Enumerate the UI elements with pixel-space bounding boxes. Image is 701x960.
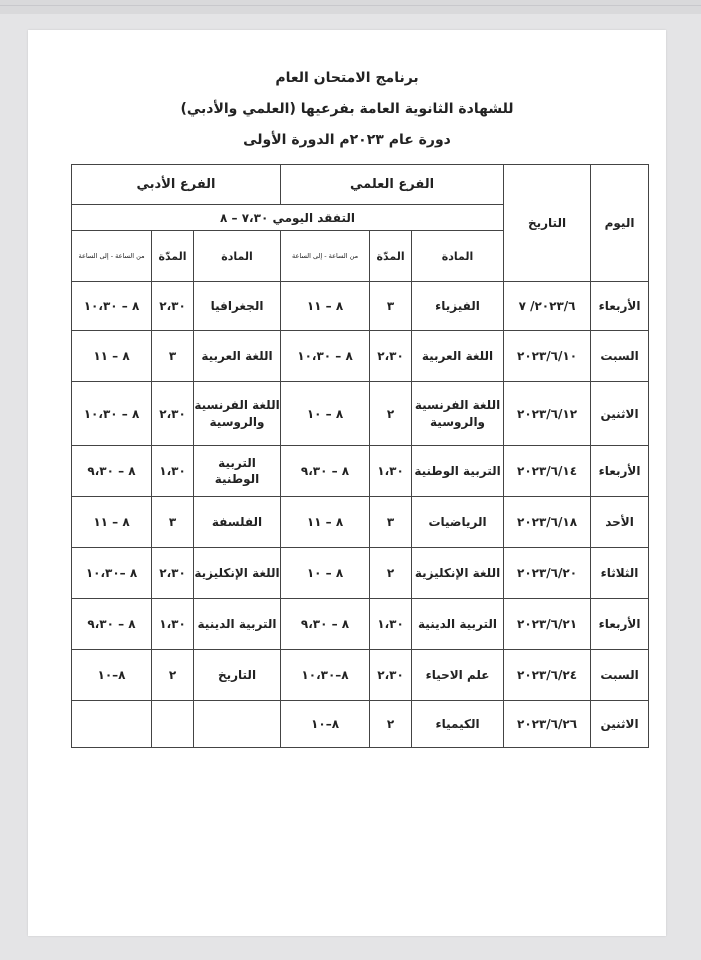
day-cell: الأحد xyxy=(591,497,649,548)
sci-subject-cell: الرياضيات xyxy=(412,497,504,548)
lit-duration-cell: ٢،٣٠ xyxy=(152,382,194,446)
table-row xyxy=(72,548,649,599)
sci-subject-cell: اللغة العربية xyxy=(412,331,504,382)
sci-duration-cell: ١،٣٠ xyxy=(370,599,412,650)
sci-time-cell: ٨–١٠،٣٠ xyxy=(281,650,370,701)
header-sci-duration: المدّة xyxy=(370,231,412,282)
sci-subject-cell: الكيمياء xyxy=(412,701,504,748)
lit-duration-cell xyxy=(152,701,194,748)
title-line-2: للشهادة الثانوية العامة بفرعيها (العلمي والأدبي) xyxy=(180,101,514,117)
lit-time-cell: ٨ –١٠،٣٠ xyxy=(72,548,152,599)
sci-duration-cell: ٢،٣٠ xyxy=(370,650,412,701)
lit-duration-cell: ١،٣٠ xyxy=(152,599,194,650)
table-row xyxy=(72,331,649,382)
lit-time-cell: ٨ – ١٠،٣٠ xyxy=(72,382,152,446)
lit-duration-cell: ٢،٣٠ xyxy=(152,282,194,331)
lit-time-cell: ٨ – ٩،٣٠ xyxy=(72,446,152,497)
lit-subject-cell: الجغرافيا xyxy=(194,282,281,331)
date-cell: ٢٠٢٣/٦/٢٦ xyxy=(504,701,591,748)
sci-subject-cell: علم الاحياء xyxy=(412,650,504,701)
lit-subject-cell: التربية الوطنية xyxy=(194,446,281,497)
sci-subject-cell: اللغة الفرنسية والروسية xyxy=(412,382,504,446)
sci-subject-cell: الفيزياء xyxy=(412,282,504,331)
title-line-3: دورة عام ٢٠٢٣م الدورة الأولى xyxy=(243,132,451,148)
table-row xyxy=(72,599,649,650)
lit-duration-cell: ٢،٣٠ xyxy=(152,548,194,599)
sci-duration-cell: ٣ xyxy=(370,497,412,548)
lit-duration-cell: ١،٣٠ xyxy=(152,446,194,497)
header-sci-time: من الساعة - إلى الساعة xyxy=(281,231,370,282)
sci-time-cell: ٨ – ٩،٣٠ xyxy=(281,599,370,650)
day-cell: السبت xyxy=(591,331,649,382)
table-row xyxy=(72,382,649,446)
sci-duration-cell: ١،٣٠ xyxy=(370,446,412,497)
sci-time-cell: ٨ – ١٠ xyxy=(281,382,370,446)
sci-duration-cell: ٢ xyxy=(370,701,412,748)
date-cell: ٢٠٢٣/٦/٢٠ xyxy=(504,548,591,599)
date-cell: ٢٠٢٣/٦/٢١ xyxy=(504,599,591,650)
date-cell: ٢٠٢٣/٦/١٨ xyxy=(504,497,591,548)
day-cell: الاثنين xyxy=(591,701,649,748)
lit-subject-cell: التربية الدينية xyxy=(194,599,281,650)
date-cell: ٢٠٢٣/٦/١٠ xyxy=(504,331,591,382)
header-date: التاريخ xyxy=(504,165,591,282)
document-page xyxy=(28,30,666,936)
sci-time-cell: ٨ – ٩،٣٠ xyxy=(281,446,370,497)
top-strip xyxy=(0,0,701,14)
header-daily-check: التفقد اليومي ٧،٣٠ – ٨ xyxy=(72,205,504,231)
table-body xyxy=(72,282,649,748)
sci-time-cell: ٨ – ١٠،٣٠ xyxy=(281,331,370,382)
day-cell: الثلاثاء xyxy=(591,548,649,599)
day-cell: الأربعاء xyxy=(591,282,649,331)
header-sci-subject: المادة xyxy=(412,231,504,282)
lit-time-cell: ٨ – ١١ xyxy=(72,497,152,548)
lit-subject-cell xyxy=(194,701,281,748)
table-row xyxy=(72,282,649,331)
sci-duration-cell: ٢ xyxy=(370,382,412,446)
lit-time-cell: ٨ – ١١ xyxy=(72,331,152,382)
lit-duration-cell: ٢ xyxy=(152,650,194,701)
date-cell: ٢٠٢٣/٦/ ٧ xyxy=(504,282,591,331)
title-line-1: برنامج الامتحان العام xyxy=(275,70,419,86)
sci-time-cell: ٨ – ١١ xyxy=(281,282,370,331)
header-lit-time: من الساعة - إلى الساعة xyxy=(72,231,152,282)
lit-duration-cell: ٣ xyxy=(152,497,194,548)
sci-duration-cell: ٢ xyxy=(370,548,412,599)
day-cell: الأربعاء xyxy=(591,446,649,497)
date-cell: ٢٠٢٣/٦/٢٤ xyxy=(504,650,591,701)
sci-subject-cell: اللغة الإنكليزية xyxy=(412,548,504,599)
sci-duration-cell: ٣ xyxy=(370,282,412,331)
sci-time-cell: ٨ – ١٠ xyxy=(281,548,370,599)
table-row xyxy=(72,650,649,701)
lit-time-cell: ٨ – ٩،٣٠ xyxy=(72,599,152,650)
lit-subject-cell: اللغة الفرنسية والروسية xyxy=(194,382,281,446)
table-row xyxy=(72,701,649,748)
table-row xyxy=(72,446,649,497)
lit-time-cell: ٨ – ١٠،٣٠ xyxy=(72,282,152,331)
header-lit-subject: المادة xyxy=(194,231,281,282)
lit-duration-cell: ٣ xyxy=(152,331,194,382)
sci-subject-cell: التربية الوطنية xyxy=(412,446,504,497)
lit-subject-cell: الفلسفة xyxy=(194,497,281,548)
header-literary-branch: الفرع الأدبي xyxy=(72,165,281,205)
sci-time-cell: ٨ – ١١ xyxy=(281,497,370,548)
sci-time-cell: ٨–١٠ xyxy=(281,701,370,748)
exam-schedule-table xyxy=(71,164,649,748)
sci-subject-cell: التربية الدينية xyxy=(412,599,504,650)
day-cell: الاثنين xyxy=(591,382,649,446)
header-day: اليوم xyxy=(591,165,649,282)
header-lit-duration: المدّة xyxy=(152,231,194,282)
lit-subject-cell: التاريخ xyxy=(194,650,281,701)
header-science-branch: الفرع العلمي xyxy=(281,165,504,205)
date-cell: ٢٠٢٣/٦/١٢ xyxy=(504,382,591,446)
day-cell: الأربعاء xyxy=(591,599,649,650)
day-cell: السبت xyxy=(591,650,649,701)
table-row xyxy=(72,497,649,548)
date-cell: ٢٠٢٣/٦/١٤ xyxy=(504,446,591,497)
lit-time-cell xyxy=(72,701,152,748)
sci-duration-cell: ٢،٣٠ xyxy=(370,331,412,382)
lit-time-cell: ٨–١٠ xyxy=(72,650,152,701)
lit-subject-cell: اللغة الإنكليزية xyxy=(194,548,281,599)
lit-subject-cell: اللغة العربية xyxy=(194,331,281,382)
